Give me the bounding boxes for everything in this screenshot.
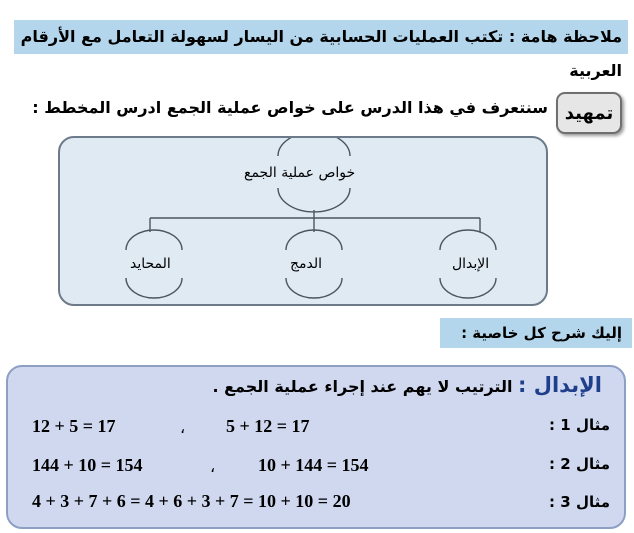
example-2-left-equation: 144 + 10 = 154 bbox=[32, 455, 143, 475]
diagram-connectors bbox=[60, 138, 550, 308]
diagram-node-commutative: الإبدال bbox=[452, 256, 490, 272]
example-1-left-equation: 12 + 5 = 17 bbox=[32, 416, 116, 436]
property-title: الإبدال : bbox=[518, 373, 602, 397]
example-2-label: مثال 2 : bbox=[549, 455, 610, 473]
example-2-separator: ، bbox=[210, 457, 216, 476]
right-bottom-arc bbox=[440, 278, 496, 298]
diagram-node-identity: المحايد bbox=[130, 256, 171, 272]
example-1-right-equation: 5 + 12 = 17 bbox=[226, 416, 310, 436]
example-1-separator: ، bbox=[180, 418, 186, 437]
right-top-arc bbox=[440, 230, 496, 250]
diagram-node-associative: الدمج bbox=[290, 256, 323, 272]
example-3-label: مثال 3 : bbox=[549, 493, 610, 511]
example-1-label: مثال 1 : bbox=[549, 416, 610, 434]
left-top-arc bbox=[126, 230, 182, 250]
examples-panel bbox=[6, 365, 626, 529]
property-description: الترتيب لا يهم عند إجراء عملية الجمع . bbox=[212, 377, 513, 396]
intro-badge: تمهيد bbox=[556, 92, 622, 134]
root-top-arc bbox=[278, 138, 350, 156]
explain-heading: إليك شرح كل خاصية : bbox=[440, 318, 632, 348]
middle-bottom-arc bbox=[286, 278, 342, 298]
intro-text: سنتعرف في هذا الدرس على خواص عملية الجمع ادرس المخطط : bbox=[32, 98, 548, 117]
property-heading bbox=[212, 373, 602, 397]
left-bottom-arc bbox=[126, 278, 182, 298]
note-banner: ملاحظة هامة : تكتب العمليات الحسابية من اليسار لسهولة التعامل مع الأرقام العربية bbox=[14, 20, 628, 54]
example-3-equation: 4 + 3 + 7 + 6 = 4 + 6 + 3 + 7 = 10 + 10 = 20 bbox=[32, 491, 351, 511]
properties-diagram bbox=[58, 136, 548, 306]
diagram-root-label: خواص عملية الجمع bbox=[244, 165, 356, 181]
root-bottom-arc bbox=[278, 188, 350, 212]
middle-top-arc bbox=[286, 230, 342, 250]
intro-section bbox=[0, 92, 634, 136]
example-2-right-equation: 10 + 144 = 154 bbox=[258, 455, 369, 475]
